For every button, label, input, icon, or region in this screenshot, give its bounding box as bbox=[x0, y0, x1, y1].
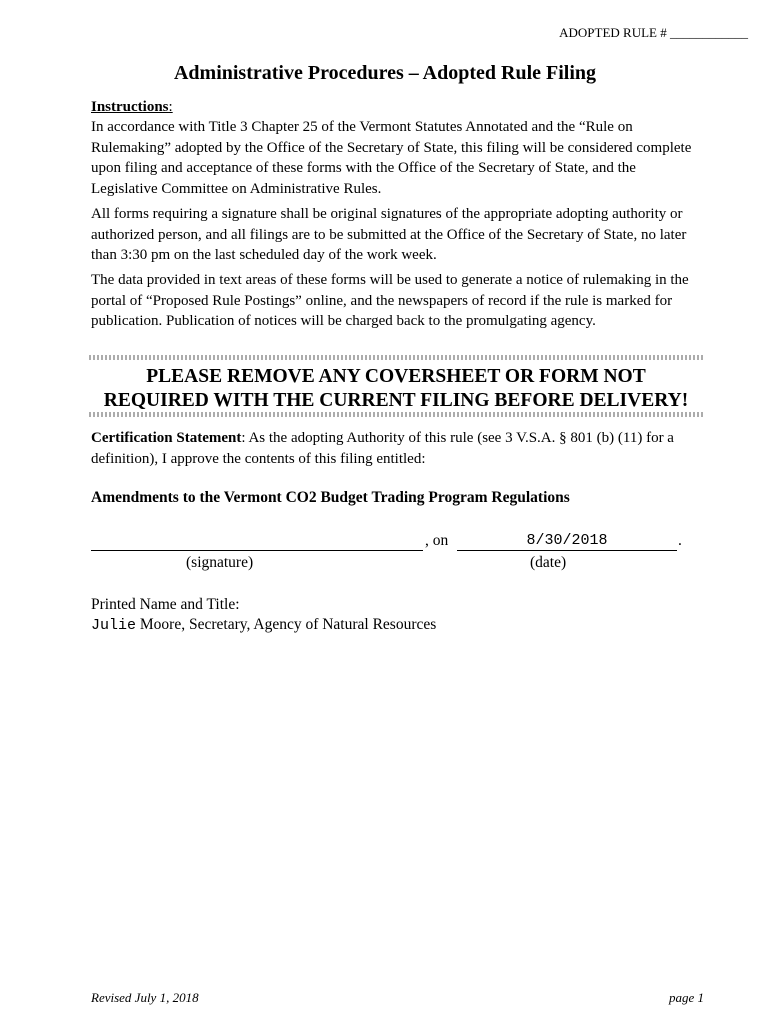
adopted-rule-number: ADOPTED RULE # ____________ bbox=[559, 25, 748, 40]
instructions-heading bbox=[91, 97, 701, 118]
printed-name-label: Printed Name and Title: bbox=[91, 596, 240, 613]
divider-top bbox=[89, 355, 703, 360]
instructions-paragraph-3: The data provided in text areas of these forms will be used to generate a notice of rulemaking in the portal of “Proposed Rule Postings” online, and the newspapers of record if the rule is marked for publication. Publication of notices will be charged back to the promulgating agency. bbox=[91, 272, 689, 329]
on-text: , on bbox=[425, 532, 449, 549]
certification-text: : As the adopting Authority of this rule (see 3 V.S.A. § 801 (b) (11) for a definition), I approve the contents of this filing entitled: bbox=[91, 430, 674, 467]
date-label: (date) bbox=[530, 554, 567, 571]
printed-name-value[interactable] bbox=[91, 616, 436, 634]
instructions-paragraph-2: All forms requiring a signature shall be original signatures of the appropriate adopting authority or authorized person, and all filings are to be submitted at the Office of the Secretary of State, no later than 3:30 pm on the last scheduled day of the work week. bbox=[91, 206, 687, 263]
rule-title: Amendments to the Vermont CO2 Budget Trading Program Regulations bbox=[91, 489, 570, 506]
footer-revised: Revised July 1, 2018 bbox=[91, 990, 199, 1005]
footer-page-number: page 1 bbox=[668, 990, 704, 1005]
warning-line-1: PLEASE REMOVE ANY COVERSHEET OR FORM NOT bbox=[146, 366, 646, 387]
signature-field[interactable] bbox=[91, 532, 423, 551]
instructions-paragraph-1: In accordance with Title 3 Chapter 25 of the Vermont Statutes Annotated and the “Rule on Rulemaking” adopted by the Office of the Secretary of State, this filing will be considered complete upon filing and acceptance of these forms with the Office of the Secretary of State, and the Legislative Committee on Administrative Rules. bbox=[91, 119, 692, 197]
printed-name-rest: Moore, Secretary, Agency of Natural Resources bbox=[136, 616, 437, 633]
instructions-heading-colon: : bbox=[168, 99, 173, 115]
date-period: . bbox=[678, 532, 682, 549]
delivery-warning bbox=[84, 365, 708, 413]
divider-bottom bbox=[89, 412, 703, 417]
instructions-heading-text: Instructions bbox=[91, 99, 169, 115]
page-title: Administrative Procedures – Adopted Rule Filing bbox=[173, 62, 597, 84]
signature-label: (signature) bbox=[186, 554, 254, 571]
printed-first-name: Julie bbox=[91, 617, 137, 634]
certification-label: Certification Statement bbox=[91, 430, 242, 446]
certification-statement bbox=[91, 428, 701, 469]
warning-line-2: REQUIRED WITH THE CURRENT FILING BEFORE DELIVERY! bbox=[103, 390, 689, 411]
date-field[interactable]: 8/30/2018 bbox=[457, 532, 677, 551]
